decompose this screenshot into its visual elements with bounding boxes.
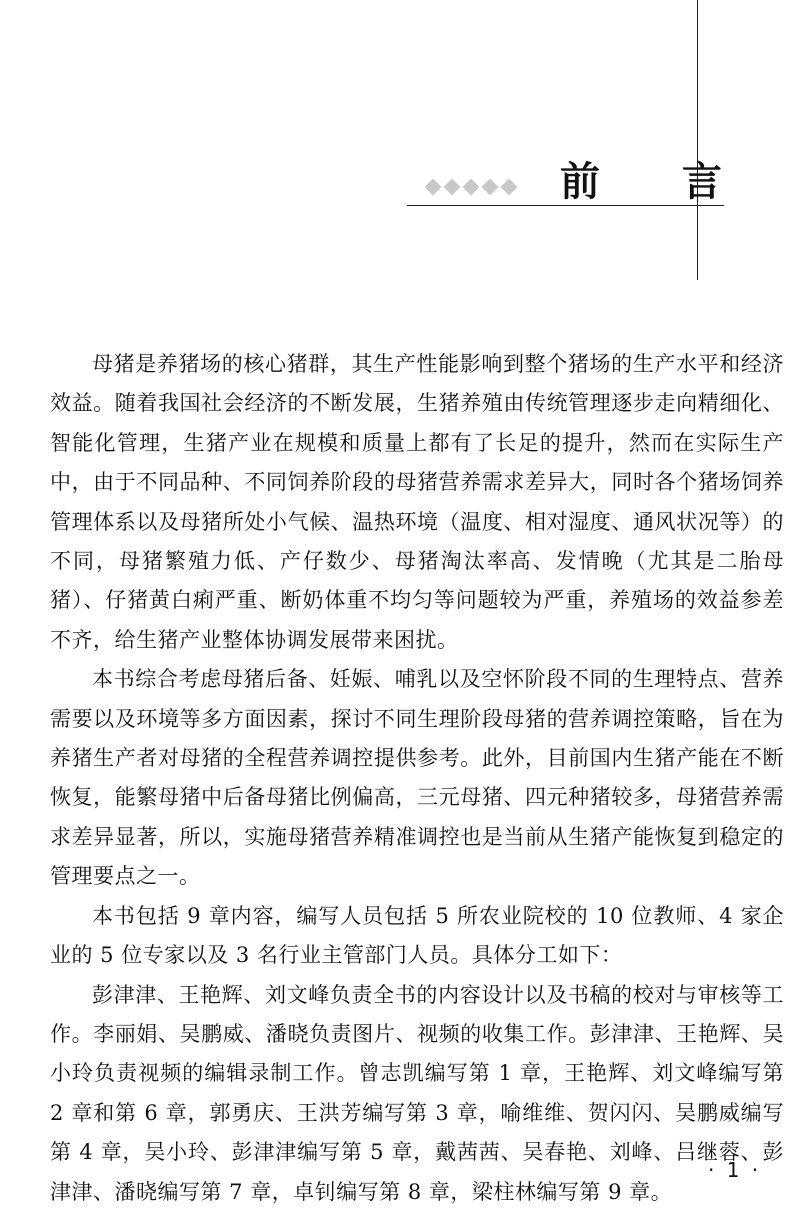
diamond-icon	[443, 178, 461, 196]
page-number: · 1 ·	[708, 1158, 762, 1182]
diamond-icon	[500, 178, 518, 196]
preface-body	[50, 345, 784, 1212]
paragraph: 彭津津、王艳辉、刘文峰负责全书的内容设计以及书稿的校对与审核等工作。李丽娟、吴鹏威、潘晓负责图片、视频的收集工作。彭津津、王艳辉、吴小玲负责视频的编辑录制工作。曾志凯编写第 1 章，王艳辉、刘文峰编写第 2 章和第 6 章，郭勇庆、王洪芳编写第 3 章，喻维维、贺闪闪、吴鹏威编写第 4 章，吴小玲、彭津津编写第 5 章，戴茜茜、吴春艳、刘峰、吕继蓉、彭津津、潘晓编写第 7 章，卓钊编写第 8 章，梁柱林编写第 9 章。	[50, 982, 784, 1204]
paragraph: 本书包括 9 章内容，编写人员包括 5 所农业院校的 10 位教师、4 家企业的 5 位专家以及 3 名行业主管部门人员。具体分工如下：	[50, 903, 784, 968]
paragraph: 母猪是养猪场的核心猪群，其生产性能影响到整个猪场的生产水平和经济效益。随着我国社会经济的不断发展，生猪养殖由传统管理逐步走向精细化、智能化管理，生猪产业在规模和质量上都有了长足的提升，然而在实际生产中，由于不同品种、不同饲养阶段的母猪营养需求差异大，同时各个猪场饲养管理体系以及母猪所处小气候、温热环境（温度、相对湿度、通风状况等）的不同，母猪繁殖力低、产仔数少、母猪淘汰率高、发情晚（尤其是二胎母猪）、仔猪黄白痢严重、断奶体重不均匀等问题较为严重，养殖场的效益参差不齐，给生猪产业整体协调发展带来困扰。	[50, 352, 784, 652]
title-ornament	[424, 178, 518, 196]
diamond-icon	[481, 178, 499, 196]
page-title: 前 言	[560, 158, 756, 205]
diamond-icon	[424, 178, 442, 196]
diamond-icon	[462, 178, 480, 196]
paragraph: 本书综合考虑母猪后备、妊娠、哺乳以及空怀阶段不同的生理特点、营养需要以及环境等多方面因素，探讨不同生理阶段母猪的营养调控策略，旨在为养猪生产者对母猪的全程营养调控提供参考。此外，目前国内生猪产能在不断恢复，能繁母猪中后备母猪比例偏高，三元母猪、四元种猪较多，母猪营养需求差异显著，所以，实施母猪营养精准调控也是当前从生猪产能恢复到稳定的管理要点之一。	[50, 667, 784, 889]
header-vertical-rule	[697, 0, 698, 280]
